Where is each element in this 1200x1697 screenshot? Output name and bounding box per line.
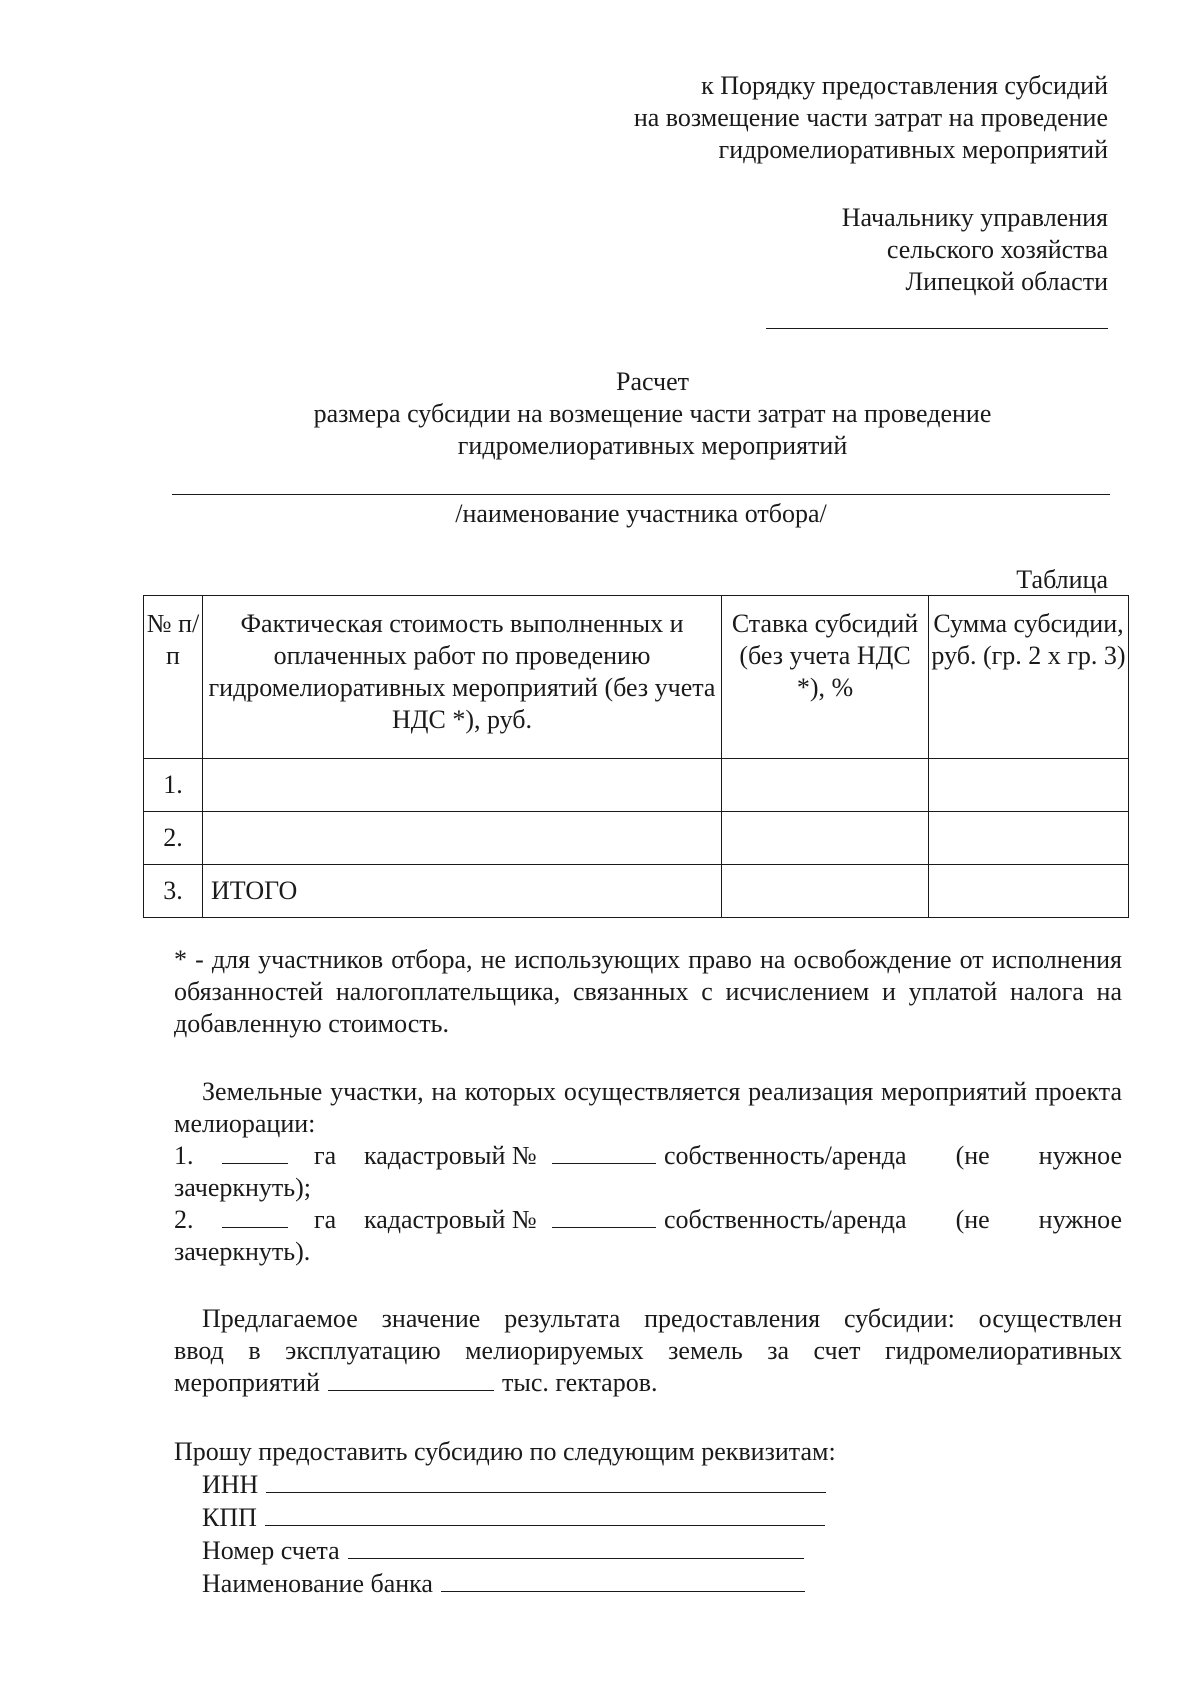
result-line: Предлагаемое значение результата предоставления субсидии: осуществлен [202, 1304, 1122, 1333]
sum-cell[interactable] [929, 865, 1129, 918]
land-plot-item [174, 1140, 1122, 1172]
document-title [160, 366, 1145, 462]
cadastral-label: кадастровый № [364, 1205, 537, 1234]
kpp-label: КПП [202, 1503, 257, 1532]
header-line: к Порядку предоставления субсидий [701, 71, 1108, 100]
header-cell-number: № п/п [144, 596, 203, 759]
row-number: 2. [144, 812, 203, 865]
header-cell-cost: Фактическая стоимость выполненных и оплаченных работ по проведению гидромелиоративных мероприятий (без учета НДС *), руб. [203, 596, 722, 759]
addressee-block [842, 202, 1108, 298]
header-cell-rate: Ставка субсидий (без учета НДС *), % [722, 596, 929, 759]
cadastral-label: кадастровый № [364, 1141, 537, 1170]
header-cell-sum: Сумма субсидии, руб. (гр. 2 х гр. 3) [929, 596, 1129, 759]
result-line-3 [174, 1367, 1122, 1399]
land-plot-tail: зачеркнуть); [174, 1173, 312, 1202]
vat-footnote: * - для участников отбора, не использующих право на освобождение от исполнения обязанностей налогоплательщика, связанных с исчислением и уплатой налога на добавленную стоимость. [174, 945, 1122, 1038]
land-plot-item [174, 1204, 1122, 1236]
addressee-line: Липецкой области [905, 267, 1108, 296]
hectares-blank[interactable] [222, 1141, 288, 1164]
bank-name-field[interactable] [441, 1567, 805, 1592]
result-suffix: тыс. гектаров. [501, 1368, 658, 1397]
table-row-total [144, 865, 1129, 918]
title-line: Расчет [616, 367, 689, 396]
inn-label: ИНН [202, 1470, 259, 1499]
table-row [144, 812, 1129, 865]
cost-cell[interactable] [203, 759, 722, 812]
kpp-field[interactable] [265, 1501, 825, 1526]
requisites-intro: Прошу предоставить субсидию по следующим реквизитам: [174, 1437, 836, 1466]
bank-name-label: Наименование банка [202, 1569, 433, 1598]
sum-cell[interactable] [929, 759, 1129, 812]
hectares-label: га [314, 1205, 337, 1234]
total-label: ИТОГО [203, 865, 722, 918]
addressee-signature-blank[interactable] [766, 328, 1108, 329]
cadastral-number-blank[interactable] [552, 1141, 656, 1164]
addressee-line: сельского хозяйства [886, 235, 1108, 264]
participant-name-blank[interactable] [172, 494, 1110, 495]
appendix-header [634, 70, 1108, 166]
account-number-field[interactable] [348, 1534, 804, 1559]
requisite-row [174, 1501, 1122, 1534]
land-plot-number: 1. [174, 1141, 194, 1170]
land-plot-tail: зачеркнуть). [174, 1237, 311, 1266]
sum-cell[interactable] [929, 812, 1129, 865]
row-number: 1. [144, 759, 203, 812]
addressee-line: Начальнику управления [841, 203, 1108, 232]
header-line: на возмещение части затрат на проведение [633, 103, 1108, 132]
cost-cell[interactable] [203, 812, 722, 865]
table-row [144, 759, 1129, 812]
table-label: Таблица [1016, 565, 1108, 594]
requisite-row [174, 1534, 1122, 1567]
hectares-result-blank[interactable] [328, 1368, 494, 1391]
ownership-label: собственность/аренда (не нужное [664, 1205, 1122, 1234]
subsidy-calculation-table [143, 595, 1129, 918]
requisite-row [174, 1468, 1122, 1501]
bank-requisites-section [174, 1436, 1122, 1600]
rate-cell[interactable] [722, 865, 929, 918]
land-plots-intro: Земельные участки, на которых осуществляется реализация мероприятий проекта мелиорации: [174, 1077, 1122, 1138]
hectares-blank[interactable] [222, 1205, 288, 1228]
inn-field[interactable] [266, 1468, 826, 1493]
requisite-row [174, 1567, 1122, 1600]
result-line: ввод в эксплуатацию мелиорируемых земель за счет гидромелиоративных [174, 1336, 1122, 1365]
result-prefix: мероприятий [174, 1368, 320, 1397]
header-line: гидромелиоративных мероприятий [718, 135, 1108, 164]
account-number-label: Номер счета [202, 1536, 340, 1565]
ownership-label: собственность/аренда (не нужное [664, 1141, 1122, 1170]
table-header-row [144, 596, 1129, 759]
hectares-label: га [314, 1141, 337, 1170]
land-plot-number: 2. [174, 1205, 194, 1234]
title-line: размера субсидии на возмещение части затрат на проведение [313, 399, 992, 428]
participant-caption: /наименование участника отбора/ [455, 499, 827, 528]
land-plots-section [174, 1076, 1122, 1268]
rate-cell[interactable] [722, 812, 929, 865]
title-line: гидромелиоративных мероприятий [457, 431, 848, 460]
rate-cell[interactable] [722, 759, 929, 812]
result-paragraph [174, 1303, 1122, 1399]
row-number: 3. [144, 865, 203, 918]
cadastral-number-blank[interactable] [552, 1205, 656, 1228]
